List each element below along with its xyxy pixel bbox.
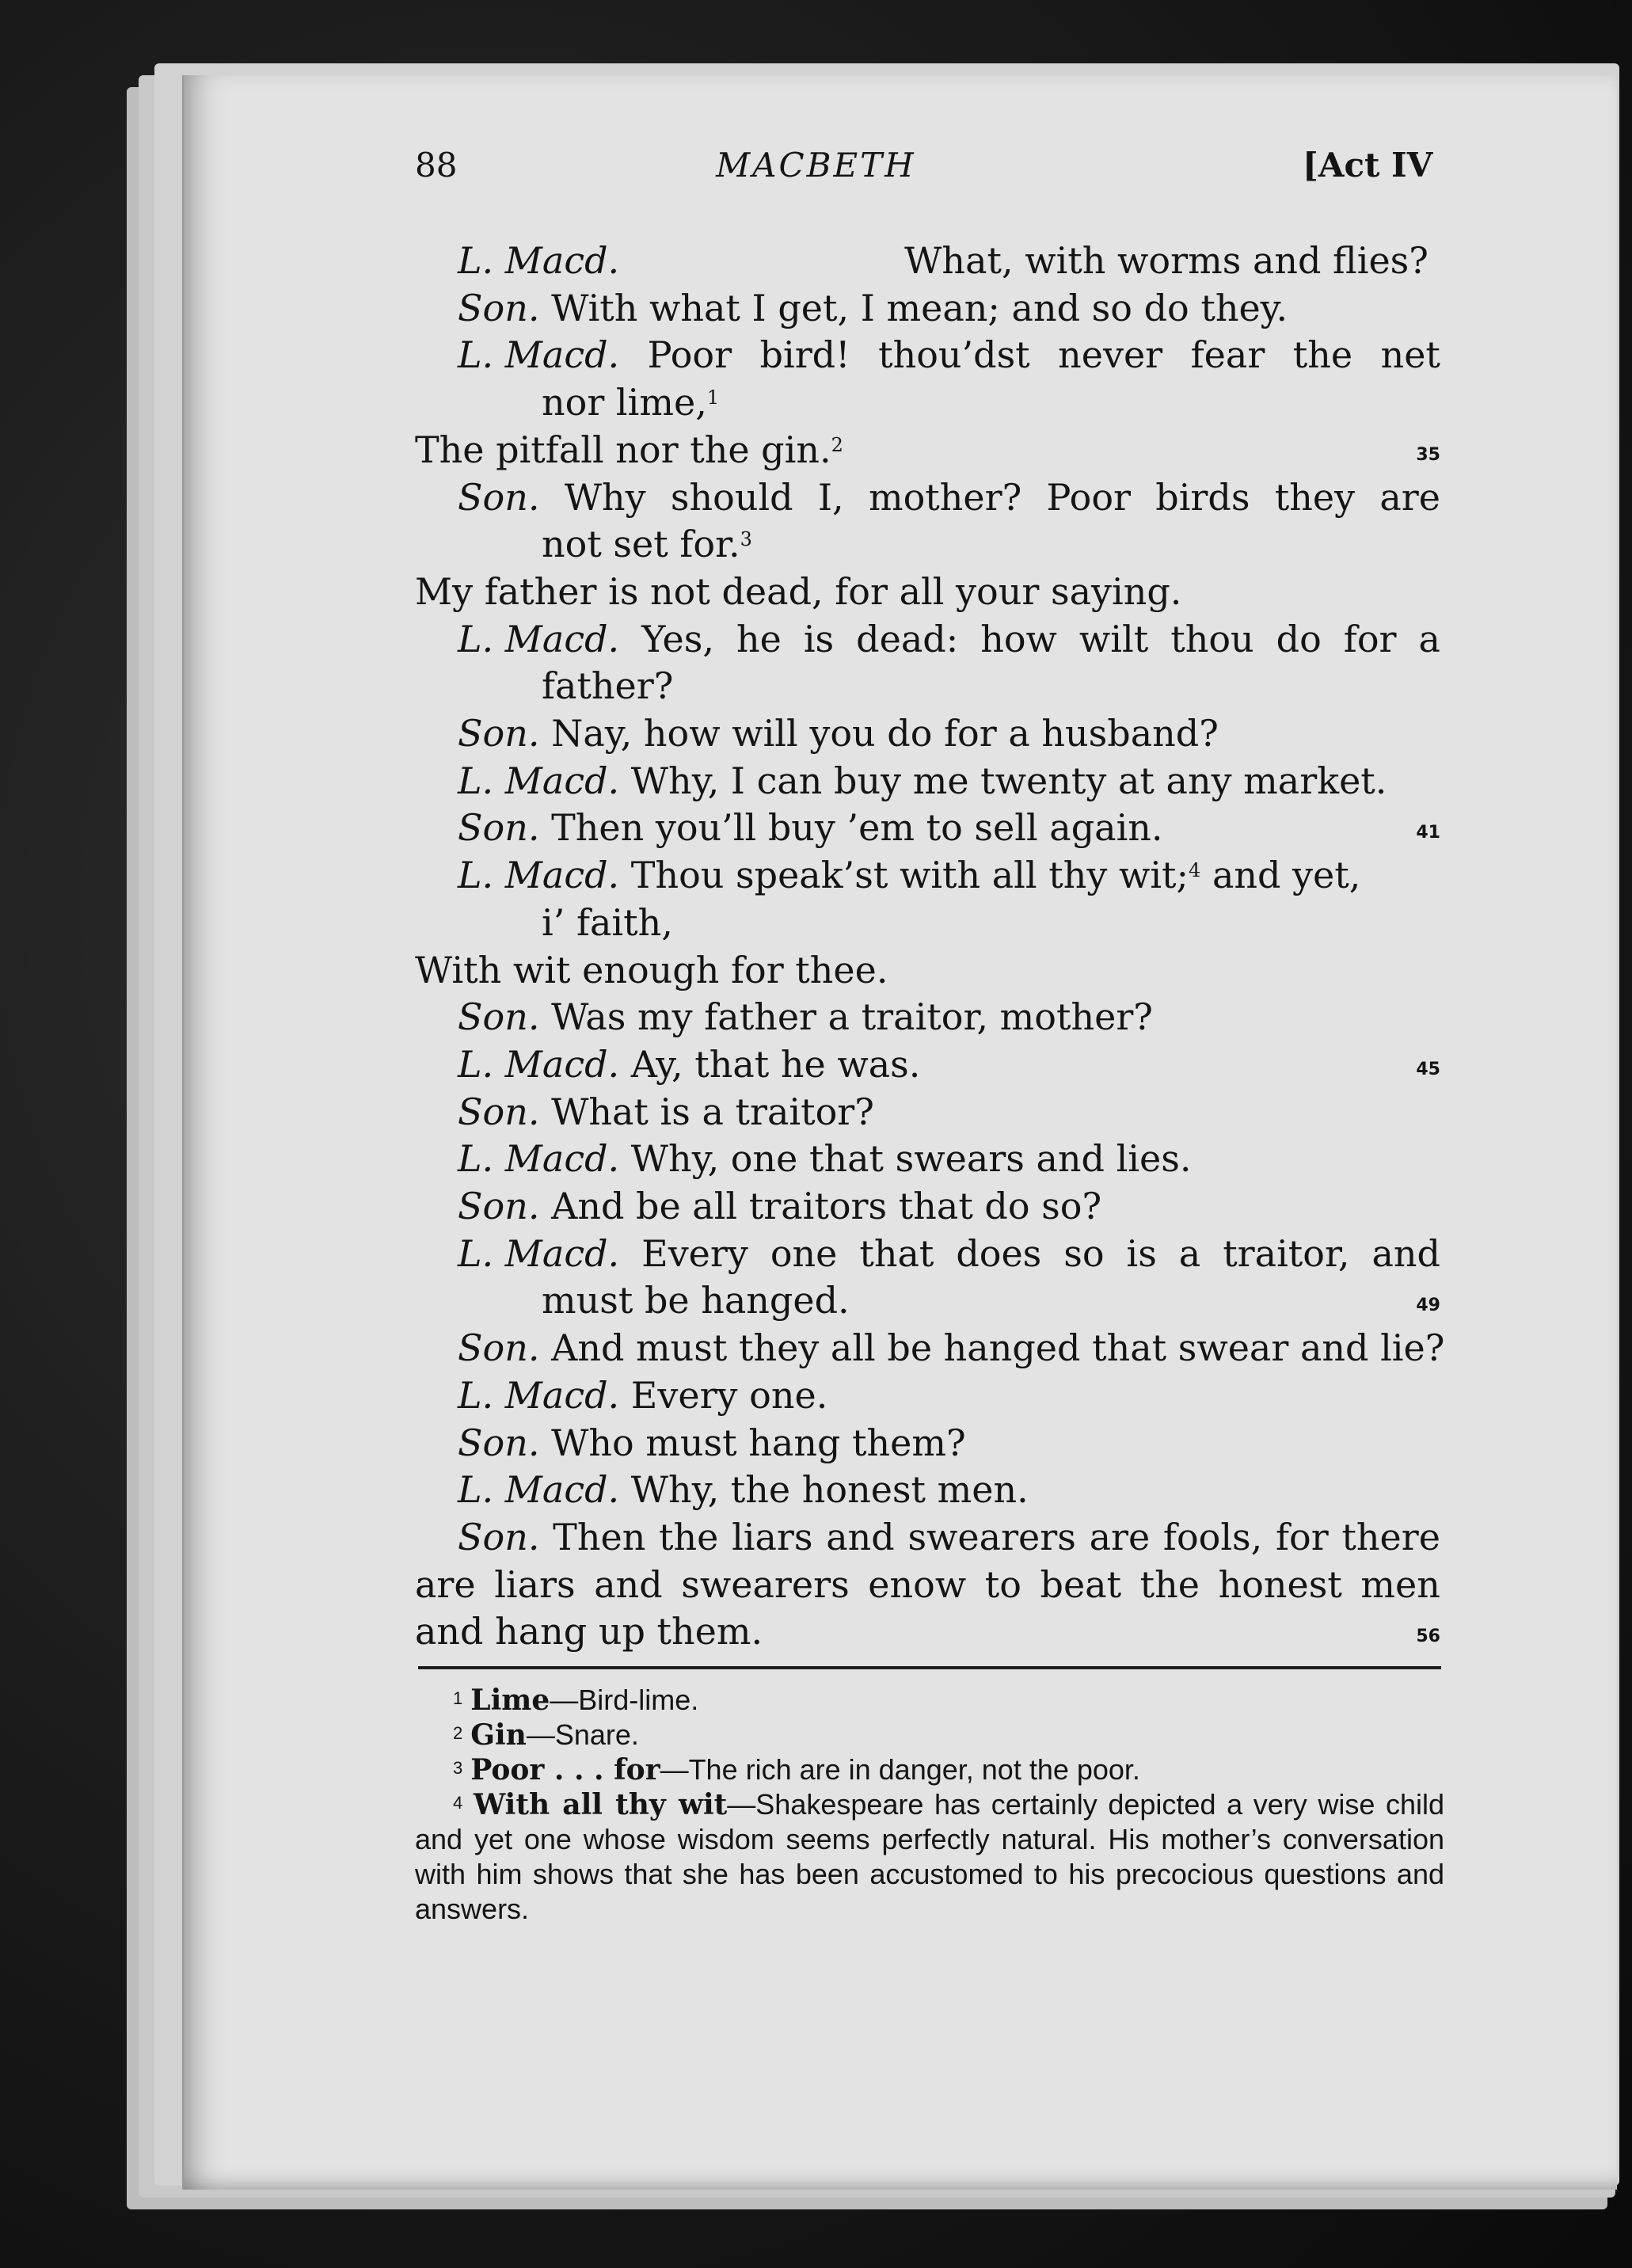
- speaker-name: Son.: [458, 995, 540, 1039]
- verse-line: [415, 1467, 1440, 1514]
- line-text: With wit enough for thee.: [415, 948, 888, 991]
- speaker-name: Son.: [458, 1515, 540, 1558]
- word: should: [670, 475, 793, 519]
- verse-line: [415, 1372, 1440, 1420]
- word: for: [1343, 617, 1397, 660]
- word: wilt: [1078, 617, 1149, 660]
- word: there: [1341, 1515, 1440, 1558]
- verse-line: [415, 427, 1440, 474]
- speaker-name: L. Macd.: [458, 239, 620, 282]
- line-text: and yet,: [1212, 854, 1361, 897]
- verse-line: [415, 852, 1440, 900]
- word: swearers: [907, 1515, 1076, 1558]
- word: men: [1360, 1562, 1440, 1606]
- line-number: 49: [1416, 1296, 1440, 1316]
- verse-line: [415, 1183, 1440, 1231]
- word: are: [1379, 475, 1440, 519]
- footnote-term: With all thy wit: [473, 1788, 728, 1821]
- verse-line: [415, 994, 1440, 1041]
- verse-line: [415, 1089, 1440, 1136]
- line-text: must be hanged.: [542, 1279, 850, 1322]
- footnote-term: Poor . . . for: [470, 1753, 660, 1787]
- verse-line: [415, 616, 1440, 664]
- word: so: [1063, 1231, 1105, 1275]
- line-text: nor lime,: [542, 381, 707, 424]
- speaker-name: L. Macd.: [458, 333, 620, 377]
- word: the: [1292, 333, 1353, 377]
- word: Every: [641, 1231, 748, 1275]
- word: beat: [1040, 1562, 1122, 1606]
- word: I,: [817, 475, 844, 519]
- footnote-ref: 1: [706, 386, 720, 409]
- word: and: [826, 1515, 895, 1558]
- word: Poor: [1046, 475, 1131, 519]
- verse-line: [415, 238, 1440, 285]
- verse-line-continuation: [415, 1277, 1440, 1325]
- footnotes: [415, 1683, 1444, 1927]
- footnote-text: —The rich are in danger, not the poor.: [660, 1753, 1140, 1786]
- verse-line: [415, 947, 1440, 995]
- word: fools,: [1162, 1515, 1263, 1558]
- line-text: i’ faith,: [542, 900, 673, 944]
- word: liars: [494, 1562, 576, 1606]
- verse-line-continuation: [415, 663, 1440, 710]
- speaker-name: Son.: [458, 1326, 540, 1370]
- verse-line: [415, 710, 1440, 758]
- line-text: Why, the honest men.: [630, 1468, 1029, 1512]
- speaker-name: Son.: [458, 806, 540, 850]
- verse-line: [415, 1041, 1440, 1089]
- footnote-text: —Snare.: [526, 1718, 639, 1751]
- footnote-term: Gin: [470, 1718, 527, 1752]
- prose-line: [415, 1562, 1440, 1609]
- line-number: 35: [1416, 444, 1440, 465]
- line-text: Every one.: [630, 1373, 828, 1417]
- line-text: father?: [542, 664, 674, 708]
- running-title: MACBETH: [716, 146, 916, 185]
- line-text: What is a traitor?: [551, 1090, 874, 1133]
- line-text: Then you’ll buy ’em to sell again.: [551, 806, 1163, 850]
- line-text: Why, I can buy me twenty at any market.: [630, 759, 1387, 802]
- speaker-name: L. Macd.: [458, 1373, 620, 1417]
- speaker-name: L. Macd.: [458, 1231, 620, 1275]
- verse-line: [415, 1231, 1440, 1278]
- word: bird!: [759, 333, 850, 377]
- prose-line: [415, 1514, 1440, 1562]
- verse-line-continuation: [415, 900, 1440, 947]
- footnote: [415, 1718, 1444, 1752]
- speaker-name: L. Macd.: [458, 617, 620, 660]
- word: dead:: [856, 617, 959, 660]
- verse-line: [415, 805, 1440, 852]
- word: thou: [1170, 617, 1254, 660]
- line-number: 41: [1416, 823, 1440, 843]
- verse-line: [415, 1325, 1445, 1372]
- line-text: And be all traitors that do so?: [551, 1185, 1102, 1228]
- word: the: [1139, 1562, 1200, 1606]
- footnote: [415, 1752, 1444, 1787]
- line-number: 45: [1416, 1059, 1440, 1079]
- footnote-ref: 4: [1189, 859, 1201, 882]
- word: that: [859, 1231, 934, 1275]
- word: is: [803, 617, 835, 660]
- line-number: 56: [1416, 1627, 1440, 1647]
- verse-line-continuation: [415, 521, 1440, 569]
- word: Then: [553, 1515, 646, 1558]
- line-text: Why, one that swears and lies.: [630, 1137, 1192, 1181]
- prose-line: [415, 1608, 1440, 1656]
- line-text: Ay, that he was.: [630, 1042, 921, 1086]
- word: are: [1089, 1515, 1151, 1558]
- word: a: [1418, 617, 1440, 660]
- footnote: [415, 1787, 1444, 1927]
- word: liars: [732, 1515, 813, 1558]
- line-text: Nay, how will you do for a husband?: [551, 712, 1219, 755]
- word: fear: [1190, 333, 1265, 377]
- verse-line: [415, 285, 1440, 333]
- line-text: My father is not dead, for all your saying.: [415, 569, 1182, 613]
- page-number: 88: [415, 146, 458, 185]
- word: enow: [868, 1562, 967, 1606]
- verse-line: [415, 1136, 1440, 1183]
- footnote-term: Lime: [470, 1684, 550, 1717]
- speaker-name: Son.: [458, 1090, 540, 1133]
- word: mother?: [868, 475, 1022, 519]
- word: swearers: [681, 1562, 850, 1606]
- word: never: [1058, 333, 1163, 377]
- speaker-name: L. Macd.: [458, 1042, 620, 1086]
- speaker-name: Son.: [458, 286, 540, 329]
- line-text: Was my father a traitor, mother?: [551, 995, 1153, 1039]
- word: thou’dst: [878, 333, 1030, 377]
- line-text: With what I get, I mean; and so do they.: [551, 286, 1288, 329]
- word: traitor,: [1223, 1231, 1350, 1275]
- word: and: [1371, 1231, 1440, 1275]
- word: honest: [1218, 1562, 1342, 1606]
- verse-line: [415, 569, 1440, 616]
- word: one: [770, 1231, 838, 1275]
- word: a: [1178, 1231, 1201, 1275]
- footnote: [415, 1683, 1444, 1718]
- speaker-name: L. Macd.: [458, 1137, 620, 1181]
- word: and: [594, 1562, 663, 1606]
- word: is: [1126, 1231, 1157, 1275]
- verse-line: [415, 758, 1440, 805]
- verse-line: [415, 332, 1440, 379]
- speaker-name: Son.: [458, 475, 540, 519]
- word: Why: [564, 475, 646, 519]
- verse-line: [415, 1420, 1440, 1467]
- line-text: The pitfall nor the gin.: [415, 428, 831, 471]
- footnote-number: 1: [453, 1688, 463, 1708]
- footnote-ref: 2: [831, 433, 843, 456]
- speaker-name: Son.: [458, 1421, 540, 1464]
- speaker-name: L. Macd.: [458, 759, 620, 802]
- speaker-name: L. Macd.: [458, 1468, 620, 1512]
- speaker-name: L. Macd.: [458, 854, 620, 897]
- play-text: [415, 238, 1445, 1656]
- line-text: What, with worms and flies?: [904, 239, 1428, 282]
- footnote-number: 3: [453, 1758, 463, 1778]
- word: to: [984, 1562, 1021, 1606]
- speaker-name: Son.: [458, 1185, 540, 1228]
- word: he: [736, 617, 782, 660]
- footnote-text: —Bird-lime.: [550, 1684, 699, 1716]
- footnote-number: 4: [453, 1793, 463, 1813]
- act-label: [Act IV: [1303, 146, 1433, 185]
- word: birds: [1155, 475, 1250, 519]
- line-text: And must they all be hanged that swear and lie?: [551, 1326, 1445, 1370]
- verse-line: [415, 474, 1440, 522]
- line-text: and hang up them.: [415, 1610, 763, 1653]
- word: Poor: [647, 333, 732, 377]
- line-text: not set for.: [542, 523, 740, 566]
- word: are: [415, 1562, 476, 1606]
- line-text: Thou speak’st with all thy wit;: [630, 854, 1189, 897]
- word: net: [1380, 333, 1440, 377]
- footnote-ref: 3: [740, 528, 752, 551]
- word: do: [1276, 617, 1322, 660]
- word: they: [1274, 475, 1356, 519]
- verse-line-continuation: [415, 379, 1440, 427]
- line-text: Who must hang them?: [551, 1421, 966, 1464]
- speaker-name: Son.: [458, 712, 540, 755]
- word: does: [956, 1231, 1042, 1275]
- footnote-divider: [418, 1666, 1441, 1669]
- word: the: [659, 1515, 719, 1558]
- word: for: [1275, 1515, 1329, 1558]
- footnote-text: —Shakespeare has certainly depicted a very wise child and yet one whose wisdom seems perfectly natural. His mother’s conversation with him shows that she has been accustomed to his precocious questions and answers.: [415, 1788, 1444, 1925]
- footnote-number: 2: [453, 1723, 463, 1743]
- word: how: [980, 617, 1057, 660]
- word: Yes,: [641, 617, 714, 660]
